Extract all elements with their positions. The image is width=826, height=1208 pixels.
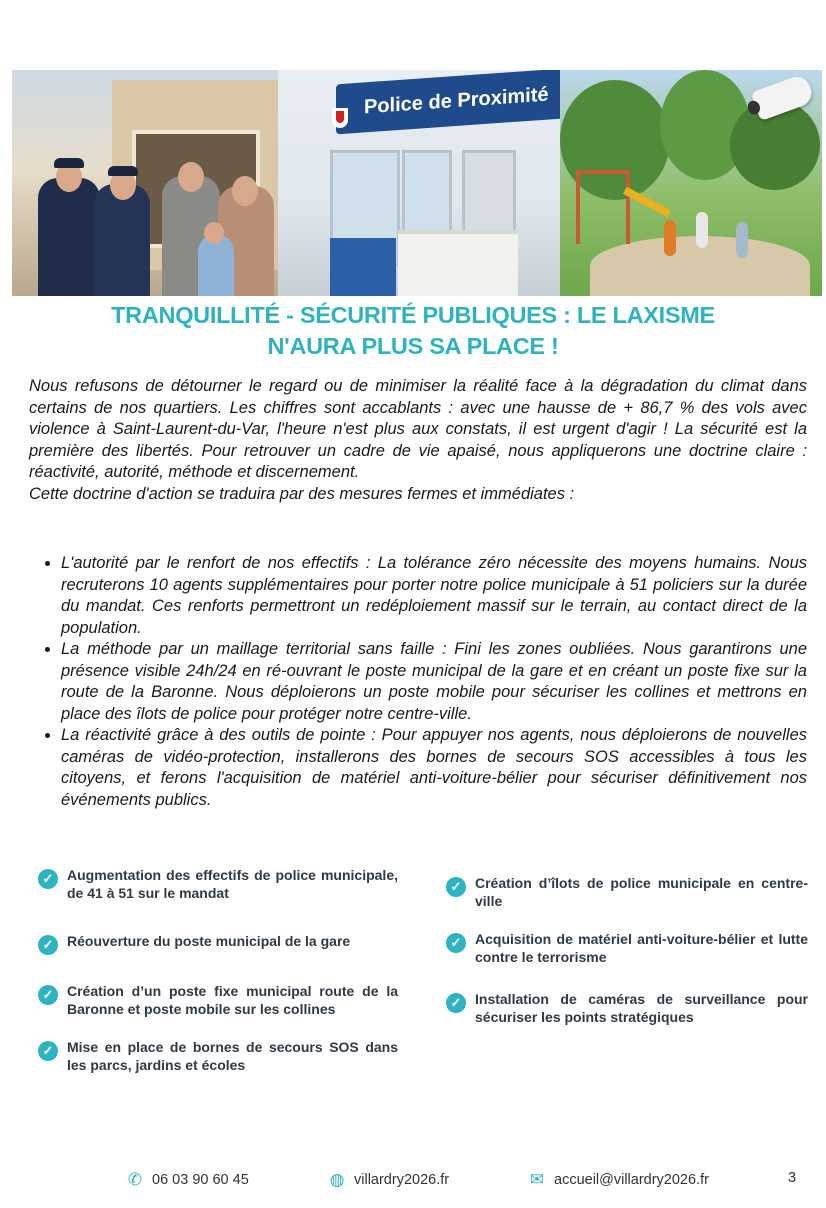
page-footer (0, 1170, 826, 1194)
check-circle-icon: ✓ (38, 1041, 58, 1061)
check-item (38, 866, 398, 902)
page-title-line-2: N'AURA PLUS SA PLACE ! (267, 333, 559, 359)
phone-icon: ✆ (127, 1170, 143, 1189)
hero-photo-police-with-family (12, 70, 278, 296)
check-circle-icon: ✓ (38, 985, 58, 1005)
check-item (446, 930, 808, 966)
check-item (38, 932, 398, 955)
child-figure (736, 222, 748, 258)
police-cap (54, 158, 84, 168)
footer-phone-text: 06 03 90 60 45 (152, 1172, 249, 1188)
playground-structure (576, 170, 630, 244)
envelope-icon: ✉ (529, 1170, 545, 1189)
check-item-text: Création d’un poste fixe municipal route de la Baronne et poste mobile sur les collines (67, 983, 398, 1017)
head-shape (204, 222, 224, 244)
hero-photo-park-camera (560, 70, 822, 296)
check-item-text: Mise en place de bornes de secours SOS dans les parcs, jardins et écoles (67, 1039, 398, 1073)
measures-list (29, 553, 807, 811)
list-item: • La réactivité grâce à des outils de pointe : Pour appuyer nos agents, nous déploierons de nouvelles caméras de vidéo-protection, installerons des bornes de secours SOS accessibles à tous les citoyens, et ferons l'acquisition de matériel anti-voiture-bélier pour sécuriser définitivement nos événements publics. (61, 725, 807, 811)
check-circle-icon: ✓ (446, 993, 466, 1013)
intro-lead: Cette doctrine d'action se traduira par des mesures fermes et immédiates : (29, 484, 575, 503)
check-item-text: Création d’îlots de police municipale en centre-ville (475, 875, 808, 909)
check-item (38, 1038, 398, 1074)
check-circle-icon: ✓ (446, 877, 466, 897)
footer-email[interactable] (528, 1170, 709, 1190)
intro-paragraph: Nous refusons de détourner le regard ou de minimiser la réalité face à la dégradation du climat dans certains de nos quartiers. Les chiffres sont accablants : avec une hausse de + 86,7 % des vols avec violence à Saint-Laurent-du-Var, l'heure n'est plus aux constats, il est urgent d'agir ! La sécurité est la première des libertés. Pour retrouver un cadre de vie apaisé, nous appliquerons une doctrine claire : réactivité, autorité, méthode et discernement. (29, 377, 807, 481)
check-item-text: Acquisition de matériel anti-voiture-bélier et lutte contre le terrorisme (475, 931, 808, 965)
footer-website[interactable] (328, 1170, 449, 1190)
footer-phone (126, 1170, 249, 1190)
check-item (38, 982, 398, 1018)
check-item-text: Augmentation des effectifs de police municipale, de 41 à 51 sur le mandat (67, 867, 398, 901)
playground-slide (623, 187, 671, 218)
footer-website-text[interactable]: villardry2026.fr (354, 1172, 450, 1188)
footer-email-text[interactable]: accueil@villardry2026.fr (554, 1172, 709, 1188)
check-item (446, 874, 808, 910)
check-circle-icon: ✓ (38, 935, 58, 955)
page-title-line-1: TRANQUILLITÉ - SÉCURITÉ PUBLIQUES : LE LAXISME (111, 302, 715, 328)
officer-figure (38, 178, 100, 296)
child-figure (664, 220, 676, 256)
check-item-text: Installation de caméras de surveillance pour sécuriser les points stratégiques (475, 991, 808, 1025)
police-sign (336, 70, 560, 134)
police-sign-text: Police de Proximité (364, 83, 549, 118)
check-circle-icon: ✓ (446, 933, 466, 953)
police-shield-icon (332, 108, 348, 128)
check-item-text: Réouverture du poste municipal de la gare (67, 933, 351, 949)
list-item: • La méthode par un maillage territorial sans faille : Fini les zones oubliées. Nous garantirons une présence visible 24h/24 en ré-ouvrant le poste municipal de la gare et en créant un poste fixe sur la route de la Baronne. Nous déploierons un poste mobile pour sécuriser les collines et mettrons en place des îlots de police pour protéger notre centre-ville. (61, 639, 807, 725)
check-item (446, 990, 808, 1026)
list-item: • L'autorité par le renfort de nos effectifs : La tolérance zéro nécessite des moyens humains. Nous recruterons 10 agents supplémentaires pour porter notre police municipale à 51 policiers sur la durée du mandat. Ces renforts permettront un redéploiement massif sur le terrain, au contact direct de la population. (61, 553, 807, 639)
hero-photo-police-station (278, 70, 560, 296)
head-shape (232, 176, 258, 206)
check-circle-icon: ✓ (38, 869, 58, 889)
officer-figure (94, 184, 150, 296)
station-wall-panel (330, 238, 396, 296)
hero-image-banner (12, 70, 822, 296)
globe-icon: ◍ (329, 1170, 345, 1189)
child-figure (696, 212, 708, 248)
reception-desk (398, 230, 518, 296)
page-number: 3 (788, 1170, 797, 1186)
head-shape (178, 162, 204, 192)
intro-text (29, 376, 807, 505)
police-cap (108, 166, 138, 176)
page-title (0, 300, 826, 362)
